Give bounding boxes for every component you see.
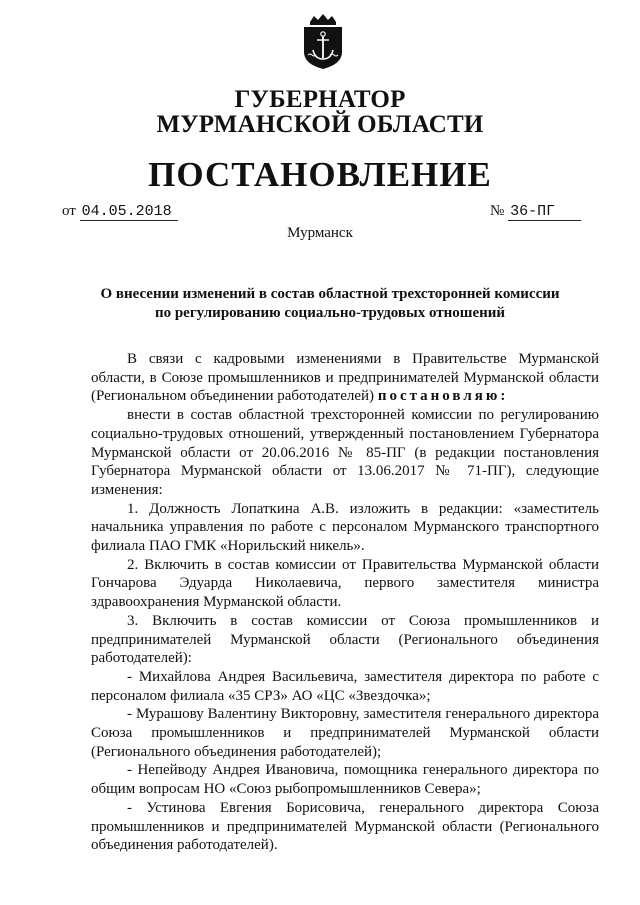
subitem-4: - Устинова Евгения Борисовича, генерального директора Союза промышленников и предпринимателей Мурманской области (Регионального объединения работодателей).: [91, 799, 599, 854]
authority-title-line2: МУРМАНСКОЙ ОБЛАСТИ: [156, 111, 484, 138]
subject-line2: по регулированию социально-трудовых отношений: [154, 305, 506, 321]
decree-body: [91, 350, 599, 855]
authority-title-line1: ГУБЕРНАТОР: [234, 86, 406, 113]
document-number: 36-ПГ: [508, 203, 581, 221]
subitem-3: - Непейводу Андрея Ивановича, помощника генерального директора по общим вопросам НО «Союз рыбопромышленников Севера»;: [91, 762, 599, 798]
date-field: [62, 203, 178, 220]
item-1: 1. Должность Лопаткина А.В. изложить в редакции: «заместитель начальника управления по работе с персоналом Мурманского транспортного филиала ПАО ГМК «Норильский никель».: [91, 500, 599, 555]
city-name: Мурманск: [287, 225, 353, 241]
date-prefix: от: [62, 203, 76, 219]
document-type-title: ПОСТАНОВЛЕНИЕ: [148, 155, 492, 194]
intro-paragraph: [91, 350, 599, 406]
number-prefix: №: [490, 203, 505, 219]
coat-of-arms-emblem: [302, 14, 344, 70]
amendment-paragraph: внести в состав областной трехсторонней комиссии по регулированию социально-трудовых отношений, утвержденный постановлением Губернатора Мурманской области от 20.06.2016 № 85-ПГ (в редакции постановления Губернатора Мурманской области от 13.06.2017 № 71-ПГ), следующие изменения:: [91, 407, 599, 498]
decree-subject: [60, 285, 600, 323]
number-field: [490, 203, 581, 220]
subject-line1: О внесении изменений в состав областной трехсторонней комиссии: [100, 286, 560, 302]
item-3: 3. Включить в состав комиссии от Союза промышленников и предпринимателей Мурманской области (Регионального объединения работодателей):: [91, 612, 599, 667]
document-date: 04.05.2018: [80, 203, 178, 221]
item-2: 2. Включить в состав комиссии от Правительства Мурманской области Гончарова Эдуарда Николаевича, первого заместителя министра здравоохранения Мурманской области.: [91, 556, 599, 611]
subitem-2: - Мурашову Валентину Викторовну, заместителя генерального директора Союза промышленников и предпринимателей Мурманской области (Регионального объединения работодателей);: [91, 706, 599, 760]
intro-text: В связи с кадровыми изменениями в Правительстве Мурманской области, в Союзе промышленников и предпринимателей Мурманской области (Региональном объединении работодателей): [91, 351, 599, 405]
intro-colon: :: [500, 388, 509, 405]
subitem-1: - Михайлова Андрея Васильевича, заместителя директора по работе с персоналом филиала «35 СРЗ» АО «ЦС «Звездочка»;: [91, 668, 599, 704]
decree-verb: постановляю: [377, 388, 501, 405]
